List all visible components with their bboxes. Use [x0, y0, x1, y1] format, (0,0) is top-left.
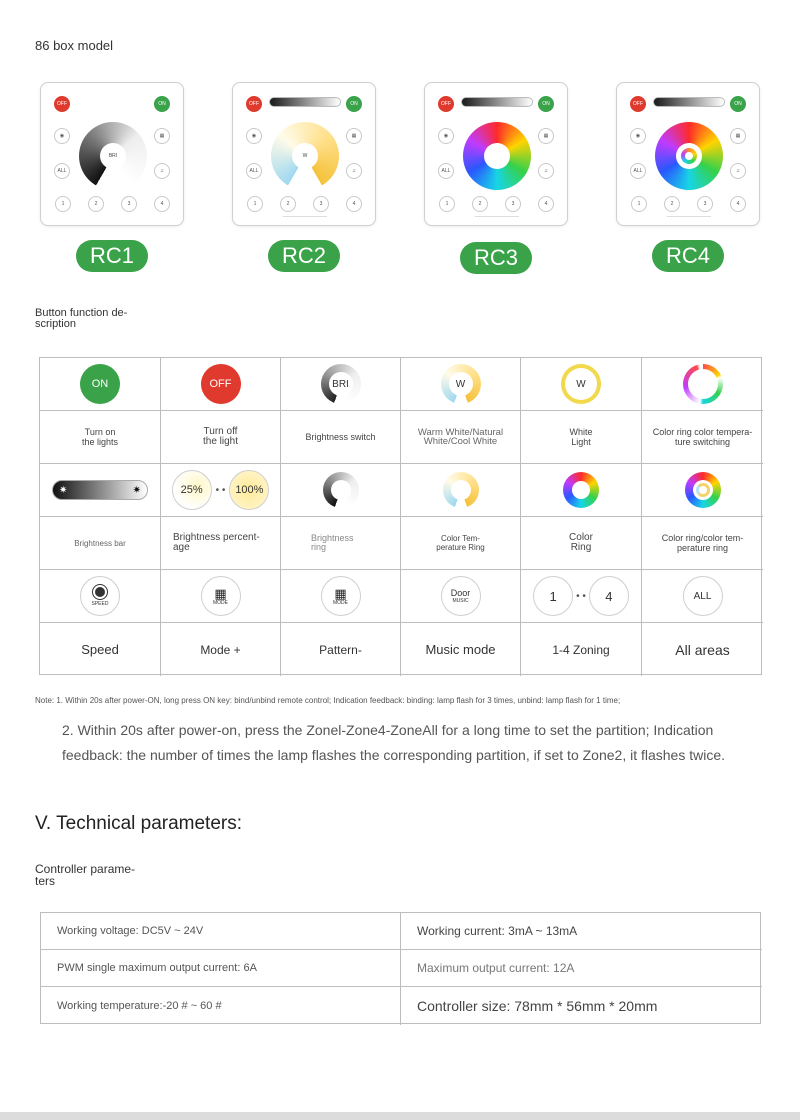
table-cell [521, 358, 642, 411]
rc4-label: RC4 [652, 240, 724, 272]
zone-2-button: 2 [472, 196, 488, 212]
color-ring-icon [563, 472, 599, 508]
color-temperature-ring-label: W [292, 143, 318, 169]
brightness-ring [79, 122, 147, 190]
mode-icon: ▦ [730, 128, 746, 144]
brightness-ring-label: Brightness ring [281, 517, 401, 570]
divider [667, 216, 711, 217]
zone-4-button: 4 [346, 196, 362, 212]
speed-icon: ◉ [630, 128, 646, 144]
mode-plus-icon: ▦ MODE [201, 576, 241, 616]
mode-plus-label: Mode + [161, 623, 281, 676]
color-ring-label: Color Ring [521, 517, 642, 570]
off-icon: OFF [201, 364, 241, 404]
rc3-label: RC3 [460, 242, 532, 274]
zone-1-button: 1 [55, 196, 71, 212]
brightness-bar-label: Brightness bar [40, 517, 161, 570]
speed-icon: ◉ [438, 128, 454, 144]
zone-4-button: 4 [730, 196, 746, 212]
param-working-temperature: Working temperature:-20 # ~ 60 # [41, 987, 401, 1025]
table-cell [40, 358, 161, 411]
color-ring-center [676, 143, 702, 169]
off-button: OFF [54, 96, 70, 112]
function-table [39, 357, 762, 675]
brightness-switch-icon: BRI [321, 364, 361, 404]
table-cell [40, 570, 161, 623]
note-1: Note: 1. Within 20s after power-ON, long press ON key: bind/unbind remote control; Indication feedback: binding: lamp flash for 3 times, unbind: lamp flash for 1 time; [35, 696, 621, 705]
rc2-label: RC2 [268, 240, 340, 272]
brightness-bar [461, 97, 533, 107]
parameters-table [40, 912, 761, 1024]
zone-2-button: 2 [88, 196, 104, 212]
speed-icon: ◉ [54, 128, 70, 144]
music-icon: ♫ [154, 163, 170, 179]
remote-rc4 [616, 82, 760, 226]
zone-3-button: 3 [697, 196, 713, 212]
table-cell [40, 464, 161, 517]
all-areas-label: All areas [675, 641, 730, 658]
all-button: ALL [438, 163, 454, 179]
table-cell [401, 358, 521, 411]
brightness-ring-label: BRI [100, 143, 126, 169]
brightness-ring-icon [323, 472, 359, 508]
all-button: ALL [246, 163, 262, 179]
brightness-switch-label: Brightness switch [281, 411, 401, 464]
white-light-icon: W [561, 364, 601, 404]
all-button: ALL [630, 163, 646, 179]
speed-icon: SPEED [80, 576, 120, 616]
turn-off-label: Turn off the light [161, 411, 281, 464]
table-cell [281, 570, 401, 623]
zone-1-button: 1 [631, 196, 647, 212]
param-pwm-max-current: PWM single maximum output current: 6A [41, 950, 401, 987]
zone-4-button: 4 [154, 196, 170, 212]
table-cell [521, 464, 642, 517]
music-icon: ♫ [730, 163, 746, 179]
note-2-line-1: 2. Within 20s after power-on, press the Zonel-Zone4-ZoneAll for a long time to set the partition; Indication [62, 722, 714, 738]
music-icon: ♫ [538, 163, 554, 179]
color-ring-center [484, 143, 510, 169]
brightness-bar [269, 97, 341, 107]
off-button: OFF [246, 96, 262, 112]
table-cell [401, 570, 521, 623]
section-heading-technical-parameters: V. Technical parameters: [35, 813, 243, 834]
on-button: ON [154, 96, 170, 112]
brightness-100-icon: 100% [229, 470, 269, 510]
rc1-label: RC1 [76, 240, 148, 272]
speed-label: Speed [40, 623, 161, 676]
color-ring-temperature-switch-label: Color ring color tempera- ture switching [642, 411, 763, 464]
all-button: ALL [54, 163, 70, 179]
remote-rc3 [424, 82, 568, 226]
color-temperature-ring-icon [443, 472, 479, 508]
on-button: ON [538, 96, 554, 112]
note-2-line-2: feedback: the number of times the lamp flashes the corresponding partition, if set to Zone2, it flashes twice. [62, 747, 726, 763]
on-icon: ON [80, 364, 120, 404]
on-button: ON [346, 96, 362, 112]
color-temperature-ring-label: Color Tem- perature Ring [401, 517, 521, 570]
table-cell [161, 358, 281, 411]
warm-natural-cool-white-icon: W [441, 364, 481, 404]
mode-icon: ▦ [346, 128, 362, 144]
divider [475, 216, 519, 217]
footer-bar [0, 1112, 800, 1120]
table-cell [401, 464, 521, 517]
brightness-percentage-label: Brightness percent- age [161, 517, 281, 570]
param-working-voltage: Working voltage: DC5V ~ 24V [41, 913, 401, 950]
zone-3-button: 3 [313, 196, 329, 212]
table-cell [161, 570, 281, 623]
zone-2-button: 2 [664, 196, 680, 212]
param-controller-size: Controller size: 78mm * 56mm * 20mm [417, 998, 658, 1014]
table-cell [281, 464, 401, 517]
color-ring-temperature-ring-icon [685, 472, 721, 508]
pattern-minus-icon: ▦ MODE [321, 576, 361, 616]
zoning-label: 1-4 Zoning [521, 623, 642, 676]
color-temperature-ring [271, 122, 339, 190]
brightness-bar [653, 97, 725, 107]
zone-2-button: 2 [280, 196, 296, 212]
brightness-bar-icon: ✷ ✷ [52, 480, 148, 500]
warm-natural-cool-white-label: Warm White/Natural White/Cool White [401, 411, 521, 464]
color-ring-temperature-switch-icon [683, 364, 723, 404]
zone-1-button: 1 [247, 196, 263, 212]
remote-rc2 [232, 82, 376, 226]
table-cell [642, 358, 763, 411]
zone-1-icon: 1 [533, 576, 573, 616]
param-max-output-current: Maximum output current: 12A [401, 950, 762, 987]
divider [283, 216, 327, 217]
white-light-label: White Light [521, 411, 642, 464]
inner-color-temperature-ring [681, 148, 697, 164]
section-title-box-model: 86 box model [35, 38, 114, 53]
zone-3-button: 3 [505, 196, 521, 212]
music-mode-icon: Door MUSIC [441, 576, 481, 616]
color-ring [655, 122, 723, 190]
music-mode-label: Music mode [401, 623, 521, 676]
mode-icon: ▦ [154, 128, 170, 144]
zone-1-button: 1 [439, 196, 455, 212]
table-cell: 25% • • 100% [161, 464, 281, 517]
all-areas-icon: ALL [683, 576, 723, 616]
speed-icon: ◉ [246, 128, 262, 144]
table-cell [281, 358, 401, 411]
brightness-25-icon: 25% [172, 470, 212, 510]
on-button: ON [730, 96, 746, 112]
music-icon: ♫ [346, 163, 362, 179]
zone-3-button: 3 [121, 196, 137, 212]
pattern-minus-label: Pattern- [281, 623, 401, 676]
controller-parameters-title: Controller parame- ters [35, 862, 136, 888]
zone-4-icon: 4 [589, 576, 629, 616]
remote-rc1 [40, 82, 184, 226]
off-button: OFF [438, 96, 454, 112]
table-cell [642, 464, 763, 517]
color-ring-temperature-ring-label: Color ring/color tem- perature ring [642, 517, 763, 570]
param-working-current: Working current: 3mA ~ 13mA [401, 913, 762, 950]
mode-icon: ▦ [538, 128, 554, 144]
off-button: OFF [630, 96, 646, 112]
section-title-button-function: Button function de- scription [35, 307, 128, 330]
table-cell [642, 570, 763, 623]
zone-4-button: 4 [538, 196, 554, 212]
color-ring [463, 122, 531, 190]
table-cell: 1 • • 4 [521, 570, 642, 623]
turn-on-label: Turn on the lights [40, 411, 161, 464]
